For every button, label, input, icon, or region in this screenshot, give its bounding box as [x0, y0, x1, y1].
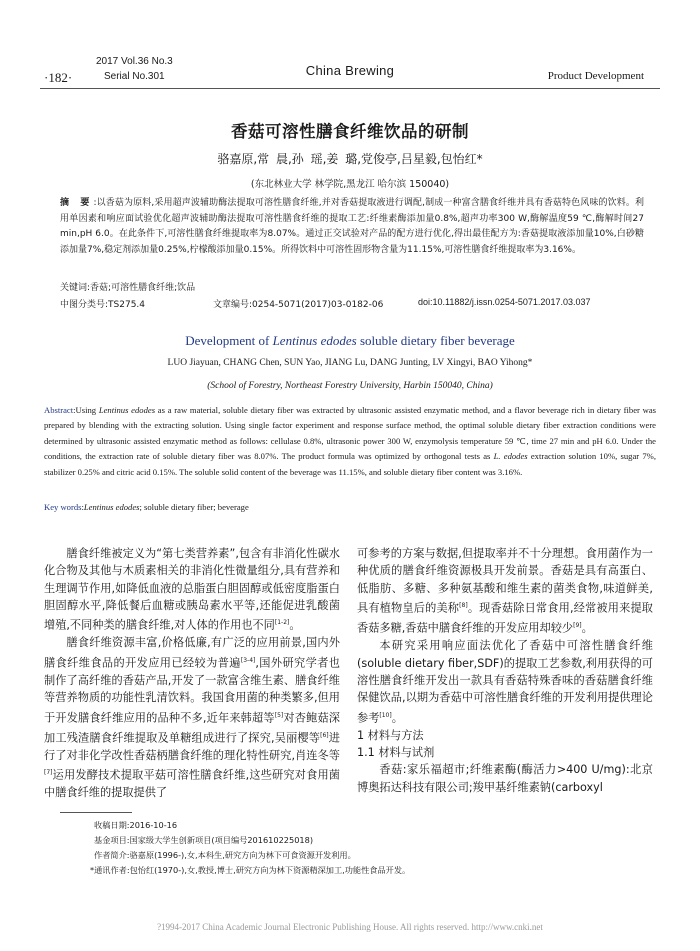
- doi: doi:10.11882/j.issn.0254-5071.2017.03.037: [418, 297, 591, 307]
- clc-number: 中图分类号:TS275.4: [60, 300, 146, 310]
- citation: [5]: [274, 711, 284, 719]
- paragraph-text: 本研究采用响应面法优化了香菇中可溶性膳食纤维(soluble dietary fiber,SDF)的提取工艺参数,利用获得的可溶性膳食纤维开发出一款具有香菇特殊香味的香菇膳食纤维保健饮品,以期为香菇中可溶性膳食纤维的开发利用提供理论参考: [357, 639, 653, 725]
- authors-cn: 骆嘉原,常 晨,孙 瑶,姜 璐,党俊亭,吕星毅,包怡红*: [217, 152, 483, 166]
- paragraph: [44, 545, 340, 634]
- citation: [8]: [459, 602, 468, 610]
- page-number: ·182·: [44, 70, 73, 85]
- affiliation-cn: (东北林业大学 林学院,黑龙江 哈尔滨 150040): [250, 179, 450, 190]
- paragraph-text: 运用发酵技术提取平菇可溶性膳食纤维,这些研究对食用菌中膳食纤维的提取提供了: [44, 768, 340, 800]
- footnote-received: 收稿日期:2016-10-16: [94, 820, 178, 830]
- keywords-en: [44, 502, 249, 512]
- paragraph-text: ,国外研究学者也制作了高纤维的香菇产品,开发了一款富含维生素、膳食纤维等营养物质的功能性乳清饮料。我国食用菌的种类繁多,但用于开发膳食纤维应用的品种不多,近年来韩超等: [44, 656, 340, 725]
- abstract-en-text1: as a raw material, soluble dietary fiber was extracted by ultrasonic assisted enzymatic method, and a flavor beverage rich in dietary fiber was prepared by blending with the extracting solution. Using single factor experiment and response surface method, the optimal soluble dietary fiber extraction conditions were determined by ultrasonic assisted enzymatic method as follows: cellulase 0.8%, ultrasonic power 300 W, enzymolysis temperature 59 ℃, time 27 min and pH 6.0. Under the conditions, the extraction rate of soluble dietary fiber was 8.07%. The product formula was optimized by orthogonal tests as: [44, 405, 657, 462]
- paragraph-text: 进行了对非化学改性香菇柄膳食纤维的理化特性研究,肖连冬等: [44, 731, 340, 762]
- abstract-en-colon: :Using: [73, 405, 99, 415]
- keywords-en-species: Lentinus edodes: [83, 502, 140, 512]
- header-rule: [40, 88, 660, 89]
- paragraph-text: 膳食纤维被定义为“第七类营养素”,包含有非消化性碳水化合物及其他与木质素相关的非消化性微量组分,具有营养和生理调节作用,如降低血液的总脂蛋白胆固醇或低密度脂蛋白胆固醇水平,降低餐后血糖或胰岛素水平等,还能促进乳酸菌增殖,不同种类的膳食纤维,对人体的作用也不同: [44, 547, 340, 633]
- keywords-en-text: ; soluble dietary fiber; beverage: [139, 502, 249, 512]
- citation: [1-2]: [274, 619, 290, 627]
- abstract-en-species-short: L. edodes: [493, 451, 528, 462]
- abstract-en: [44, 403, 656, 480]
- keywords-cn: 关键词:香菇;可溶性膳食纤维;饮品: [60, 283, 196, 293]
- paragraph-text: 。: [289, 619, 301, 633]
- footnote-rule: [60, 812, 132, 813]
- subsection-heading: 1.1 材料与试剂: [357, 745, 435, 759]
- copyright-footer: ?1994-2017 China Academic Journal Electronic Publishing House. All rights reserved. http://www.cnki.net: [157, 922, 543, 932]
- paragraph-text: 对杏鲍菇深加工残渣膳食纤维提取及单糖组成进行了探究,吴丽樱等: [44, 711, 340, 745]
- section-heading: 1 材料与方法: [357, 728, 424, 742]
- title-en: [0, 333, 700, 349]
- abstract-en-species: Lentinus edodes: [98, 405, 156, 415]
- paragraph: [357, 545, 653, 637]
- abstract-en-text2: extraction solution 10%, sugar 7%, stabilizer 0.25% and citric acid 0.15%. The soluble solid content of the beverage was 11.15%, and soluble dietary fiber content was 3.16%.: [44, 451, 656, 477]
- paragraph-text: 。现香菇除日常食用,经常被用来提取香菇多糖,香菇中膳食纤维的开发应用却较少: [357, 601, 653, 635]
- citation: [9]: [573, 622, 582, 630]
- paragraph: 香菇:家乐福超市;纤维素酶(酶活力>400 U/mg):北京博奥拓达科技有限公司;羧甲基纤维素钠(carboxyl: [357, 763, 653, 794]
- section-name: Product Development: [547, 70, 644, 82]
- body-right-column: [357, 545, 653, 796]
- footnote-fund: 基金项目:国家级大学生创新项目(项目编号201610225018): [94, 835, 314, 845]
- affiliation-en: (School of Forestry, Northeast Forestry University, Harbin 150040, China): [207, 381, 493, 391]
- citation: [10]: [379, 711, 392, 719]
- footnote-author: 作者简介:骆嘉原(1996-),女,本科生,研究方向为林下可食资源开发利用。: [94, 850, 356, 860]
- citation: [3-4]: [240, 656, 256, 664]
- title-en-post: soluble dietary fiber beverage: [356, 333, 515, 348]
- journal-name: China Brewing: [305, 63, 395, 78]
- serial-info: Serial No.301: [104, 71, 165, 82]
- authors-en: LUO Jiayuan, CHANG Chen, SUN Yao, JIANG Lu, DANG Junting, LV Xingyi, BAO Yihong*: [167, 358, 533, 368]
- title-cn: 香菇可溶性膳食纤维饮品的研制: [231, 122, 469, 141]
- doc-code: 文章编号:0254-5071(2017)03-0182-06: [213, 300, 384, 310]
- title-en-pre: Development of: [185, 333, 273, 348]
- paragraph-text: 。: [581, 621, 593, 635]
- volume-info: 2017 Vol.36 No.3: [96, 56, 173, 67]
- paragraph: [44, 634, 340, 801]
- abstract-cn-label: 摘 要: [60, 198, 94, 208]
- paragraph-text: 可参考的方案与数据,但提取率并不十分理想。食用菌作为一种优质的膳食纤维资源极具开发前景。香菇是具有高蛋白、低脂肪、多糖、多种氨基酸和维生素的菌类食物,味道鲜美,具有植物皇后的美称: [357, 547, 653, 615]
- citation: [7]: [44, 769, 53, 777]
- paragraph-text: 膳食纤维资源丰富,价格低廉,有广泛的应用前景,国内外膳食纤维食品的开发应用已经较为普遍: [44, 636, 340, 670]
- citation: [6]: [320, 731, 329, 739]
- paragraph: [357, 637, 653, 726]
- abstract-en-label: Abstract: [44, 405, 74, 415]
- title-en-species: Lentinus edodes: [272, 333, 357, 348]
- footnote-corresponding: *通讯作者:包怡红(1970-),女,教授,博士,研究方向为林下资源精深加工,功能性食品开发。: [90, 865, 411, 875]
- body-left-column: [44, 545, 340, 801]
- abstract-cn: [60, 196, 644, 258]
- paragraph-text: 。: [391, 711, 403, 725]
- abstract-cn-text: :以香菇为原料,采用超声波辅助酶法提取可溶性膳食纤维,并对香菇提取液进行调配,制成一种富含膳食纤维并具有香菇特色风味的饮料。利用单因素和响应面试验优化超声波辅助酶法提取可溶性膳食纤维的提取工艺:纤维素酶添加量0.8%,超声功率300 W,酶解温度59 ℃,酶解时间27 min,pH 6.0。在此条件下,可溶性膳食纤维提取率为8.07%。通过正交试验对产品的配方进行优化,得出最佳配方为:香菇提取液添加量10%,白砂糖添加量7%,稳定剂添加量0.25%,柠檬酸添加量0.15%。所得饮料中可溶性固形物含量为11.15%,可溶性膳食纤维提取率为3.16%。: [60, 198, 644, 255]
- keywords-en-colon: :: [81, 502, 84, 512]
- keywords-en-label: Key words: [44, 502, 82, 512]
